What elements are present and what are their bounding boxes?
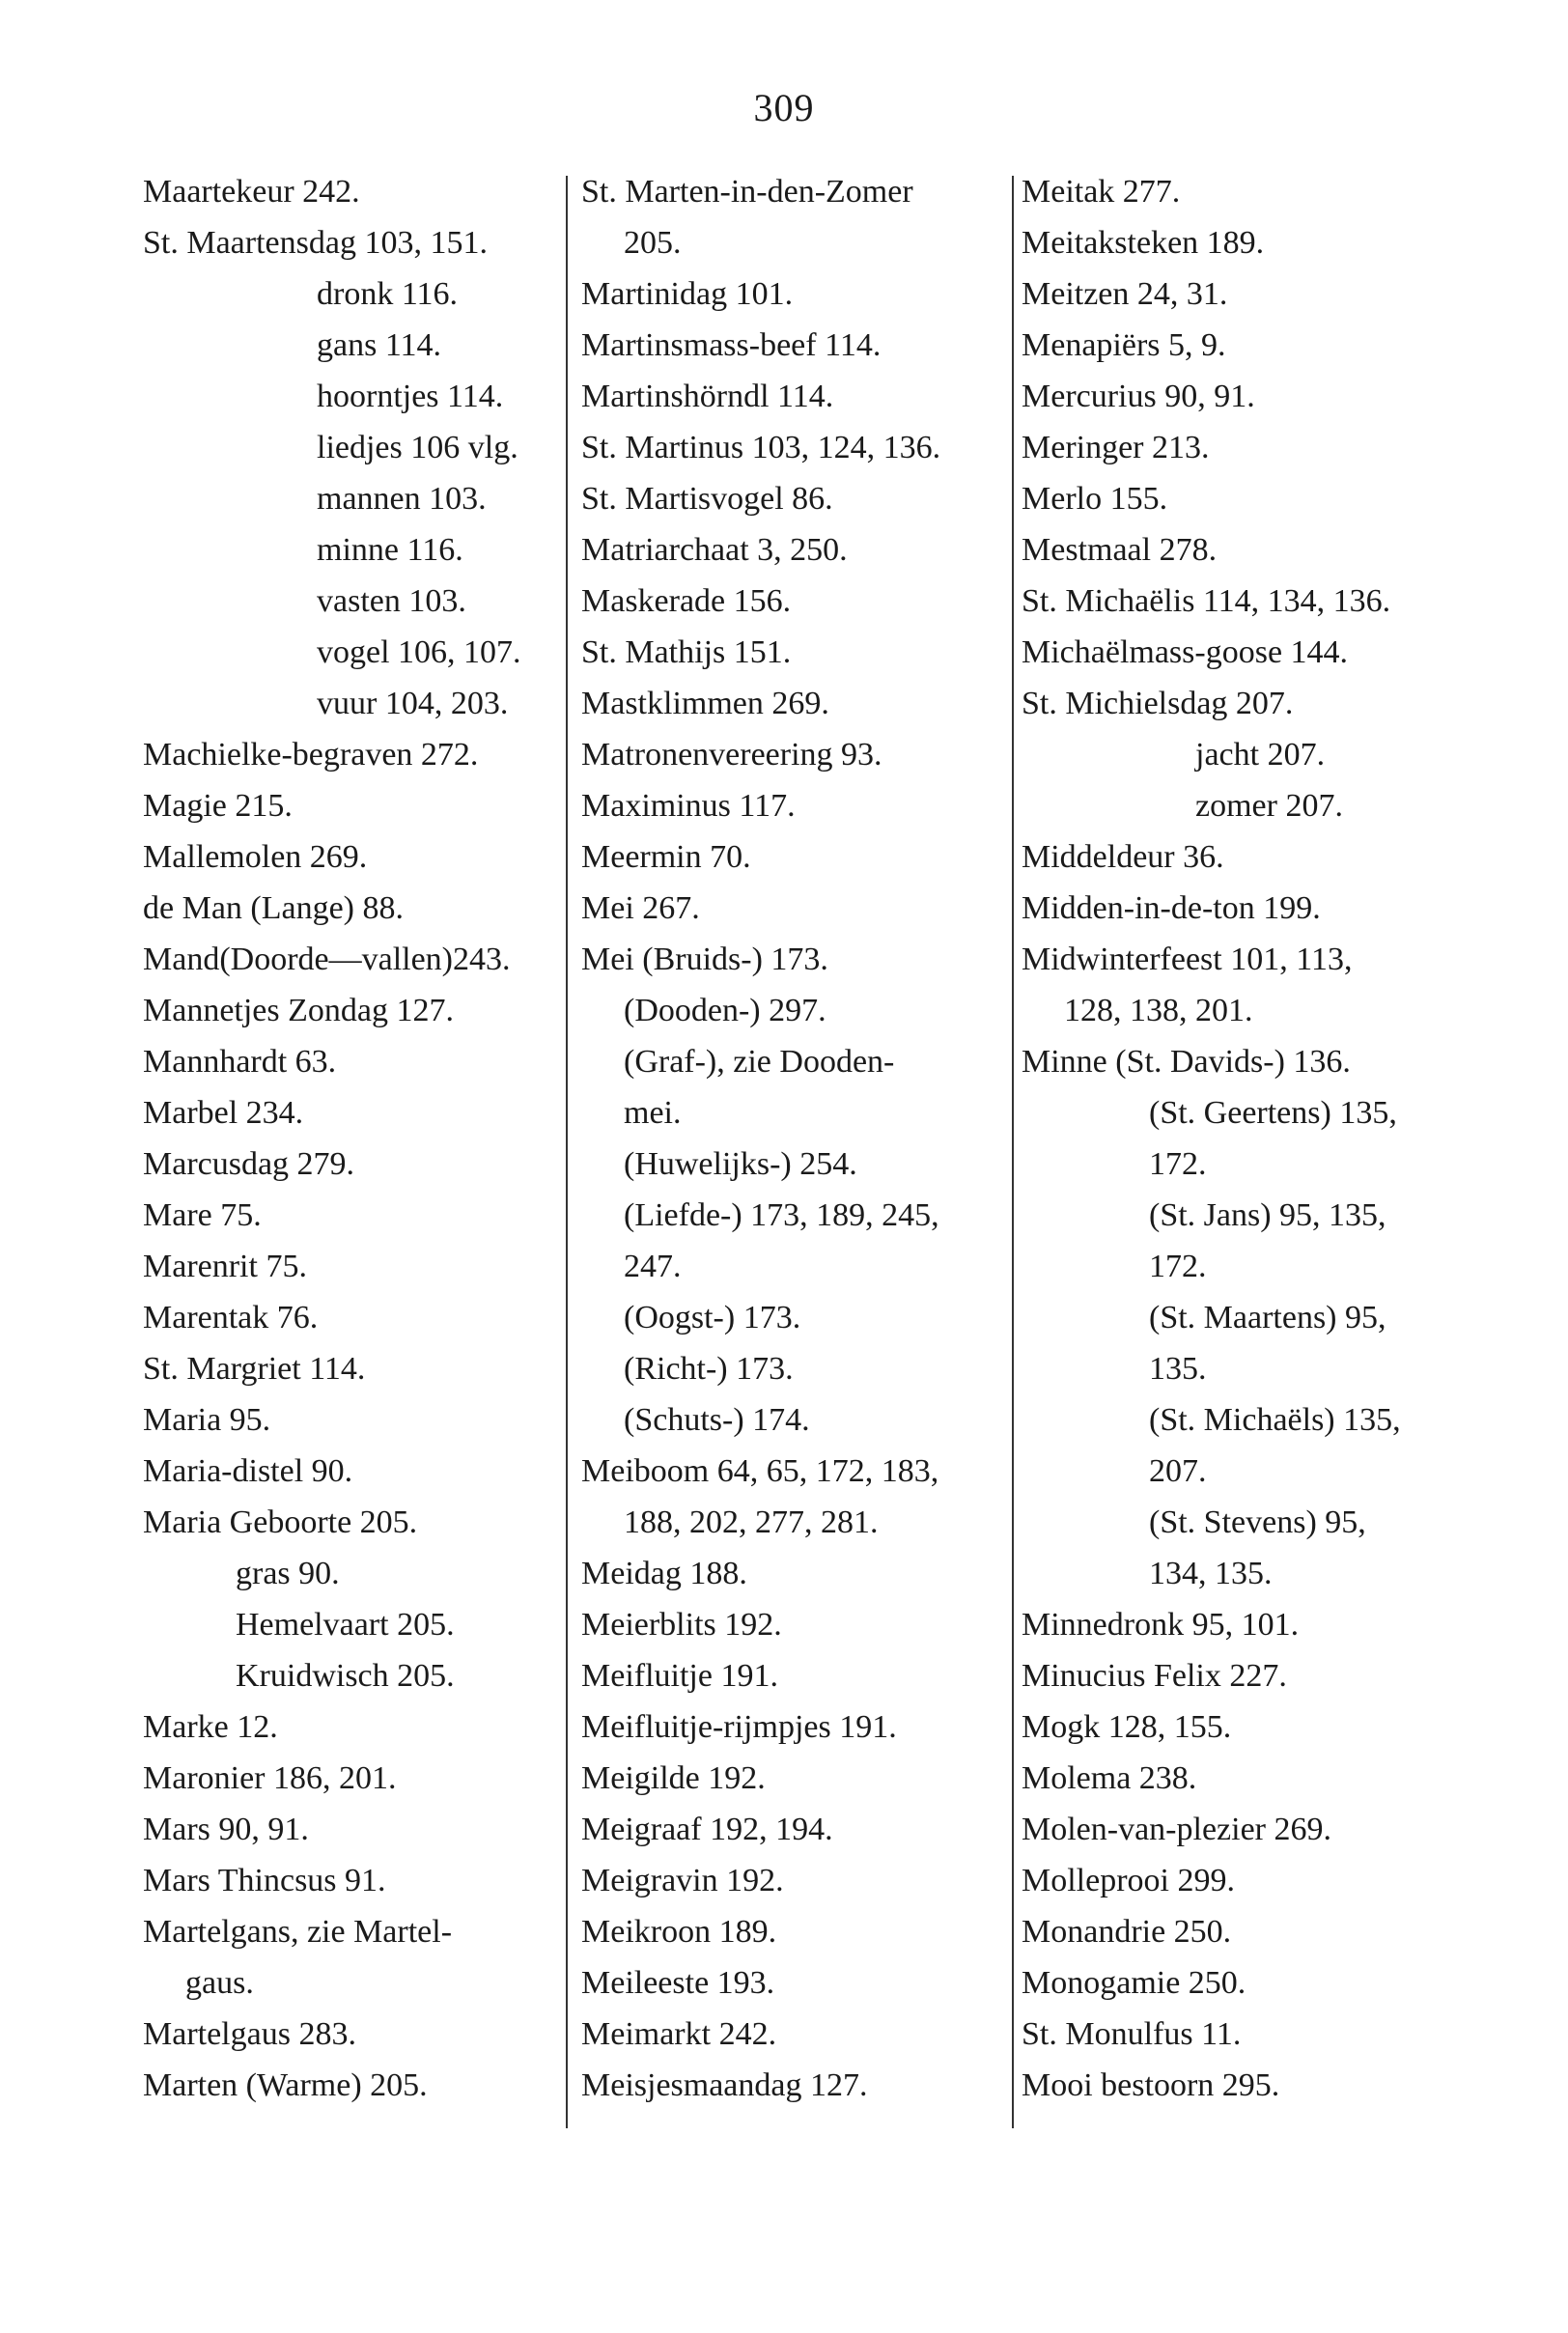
- index-entry: gaus.: [185, 1965, 254, 2001]
- index-entry: Meigilde 192.: [581, 1760, 766, 1796]
- index-entry: St. Monulfus 11.: [1022, 2016, 1242, 2052]
- index-entry: Maria Geboorte 205.: [143, 1504, 418, 1540]
- index-entry: Martelgans, zie Martel-: [143, 1914, 453, 1950]
- index-entry: dronk 116.: [317, 276, 459, 312]
- index-entry: Meiboom 64, 65, 172, 183,: [581, 1453, 939, 1489]
- index-entry: Monandrie 250.: [1022, 1914, 1232, 1950]
- index-column-2: [581, 166, 1006, 2111]
- index-entry: Menapiërs 5, 9.: [1022, 327, 1226, 363]
- index-entry: Meigravin 192.: [581, 1863, 784, 1898]
- index-entry: 134, 135.: [1149, 1556, 1273, 1591]
- index-entry: Mars 90, 91.: [143, 1812, 309, 1847]
- index-entry: Meitzen 24, 31.: [1022, 276, 1228, 312]
- index-entry: Mercurius 90, 91.: [1022, 379, 1255, 414]
- index-entry: Marcusdag 279.: [143, 1146, 355, 1182]
- index-entry: Hemelvaart 205.: [236, 1607, 455, 1643]
- index-entry: Midden-in-de-ton 199.: [1022, 890, 1321, 926]
- index-entry: Meifluitje-rijmpjes 191.: [581, 1709, 897, 1745]
- column-divider: [1012, 176, 1014, 2128]
- index-entry: (Schuts-) 174.: [624, 1402, 810, 1438]
- index-entry: Maria-distel 90.: [143, 1453, 353, 1489]
- index-entry: Magie 215.: [143, 788, 293, 824]
- index-entry: Merlo 155.: [1022, 481, 1168, 517]
- index-entry: (Huwelijks-) 254.: [624, 1146, 857, 1182]
- index-entry: gras 90.: [236, 1556, 340, 1591]
- index-entry: Maartekeur 242.: [143, 174, 360, 210]
- index-entry: Maria 95.: [143, 1402, 271, 1438]
- index-entry: (St. Michaëls) 135,: [1149, 1402, 1401, 1438]
- index-entry: Mars Thincsus 91.: [143, 1863, 386, 1898]
- index-entry: Marenrit 75.: [143, 1249, 307, 1284]
- index-entry: St. Michaëlis 114, 134, 136.: [1022, 583, 1391, 619]
- index-entry: 172.: [1149, 1146, 1207, 1182]
- index-entry: Minnedronk 95, 101.: [1022, 1607, 1300, 1643]
- index-entry: vuur 104, 203.: [317, 686, 509, 721]
- index-entry: vogel 106, 107.: [317, 634, 521, 670]
- index-entry: Meigraaf 192, 194.: [581, 1812, 833, 1847]
- index-column-1: [143, 166, 568, 2111]
- index-entry: Mei 267.: [581, 890, 700, 926]
- index-entry: (St. Maartens) 95,: [1149, 1300, 1386, 1335]
- index-entry: Matronenvereering 93.: [581, 737, 882, 773]
- index-entry: Meikroon 189.: [581, 1914, 777, 1950]
- index-entry: Meisjesmaandag 127.: [581, 2067, 868, 2103]
- index-entry: Midwinterfeest 101, 113,: [1022, 942, 1353, 977]
- index-entry: (Richt-) 173.: [624, 1351, 794, 1387]
- index-entry: St. Mathijs 151.: [581, 634, 792, 670]
- index-entry: Martinshörndl 114.: [581, 379, 834, 414]
- index-entry: 128, 138, 201.: [1064, 993, 1253, 1028]
- index-entry: Mallemolen 269.: [143, 839, 368, 875]
- index-column-3: [1022, 166, 1475, 2111]
- index-entry: Meierblits 192.: [581, 1607, 782, 1643]
- index-entry: Meitaksteken 189.: [1022, 225, 1265, 261]
- index-entry: 188, 202, 277, 281.: [624, 1504, 879, 1540]
- index-entry: zomer 207.: [1195, 788, 1343, 824]
- index-entry: Molen-van-plezier 269.: [1022, 1812, 1331, 1847]
- index-entry: de Man (Lange) 88.: [143, 890, 405, 926]
- index-entry: Mannetjes Zondag 127.: [143, 993, 454, 1028]
- index-entry: Meidag 188.: [581, 1556, 747, 1591]
- index-entry: Martelgaus 283.: [143, 2016, 356, 2052]
- index-entry: mannen 103.: [317, 481, 487, 517]
- index-entry: Martinidag 101.: [581, 276, 794, 312]
- index-entry: mei.: [624, 1095, 682, 1131]
- index-entry: (St. Geertens) 135,: [1149, 1095, 1397, 1131]
- index-entry: Middeldeur 36.: [1022, 839, 1224, 875]
- index-entry: Michaëlmass-goose 144.: [1022, 634, 1349, 670]
- index-entry: Minne (St. Davids-) 136.: [1022, 1044, 1351, 1080]
- index-entry: Martinsmass-beef 114.: [581, 327, 882, 363]
- index-entry: 205.: [624, 225, 682, 261]
- index-entry: St. Martinus 103, 124, 136.: [581, 430, 941, 465]
- index-entry: Maximinus 117.: [581, 788, 796, 824]
- index-entry: Marten (Warme) 205.: [143, 2067, 428, 2103]
- index-entry: Marbel 234.: [143, 1095, 304, 1131]
- index-entry: (Dooden-) 297.: [624, 993, 826, 1028]
- page-number: 309: [753, 86, 815, 129]
- index-entry: (Oogst-) 173.: [624, 1300, 801, 1335]
- index-entry: Marke 12.: [143, 1709, 278, 1745]
- index-entry: (Graf-), zie Dooden-: [624, 1044, 895, 1080]
- index-entry: St. Marten-in-den-Zomer: [581, 174, 913, 210]
- index-entry: Meimarkt 242.: [581, 2016, 777, 2052]
- index-entry: 135.: [1149, 1351, 1207, 1387]
- index-entry: Mastklimmen 269.: [581, 686, 829, 721]
- index-entry: minne 116.: [317, 532, 463, 568]
- index-entry: St. Martisvogel 86.: [581, 481, 833, 517]
- index-entry: Maronier 186, 201.: [143, 1760, 397, 1796]
- index-entry: Mooi bestoorn 295.: [1022, 2067, 1280, 2103]
- index-entry: 247.: [624, 1249, 682, 1284]
- index-entry: Mannhardt 63.: [143, 1044, 337, 1080]
- index-entry: Meifluitje 191.: [581, 1658, 778, 1694]
- index-entry: St. Margriet 114.: [143, 1351, 366, 1387]
- index-entry: liedjes 106 vlg.: [317, 430, 518, 465]
- index-entry: Molleprooi 299.: [1022, 1863, 1235, 1898]
- index-entry: Marentak 76.: [143, 1300, 319, 1335]
- index-entry: Machielke-begraven 272.: [143, 737, 479, 773]
- index-entry: vasten 103.: [317, 583, 466, 619]
- index-entry: Kruidwisch 205.: [236, 1658, 455, 1694]
- index-entry: (St. Stevens) 95,: [1149, 1504, 1366, 1540]
- index-entry: Meringer 213.: [1022, 430, 1210, 465]
- index-entry: Meermin 70.: [581, 839, 751, 875]
- index-entry: (St. Jans) 95, 135,: [1149, 1197, 1386, 1233]
- index-entry: Mei (Bruids-) 173.: [581, 942, 828, 977]
- index-entry: Meileeste 193.: [581, 1965, 775, 2001]
- index-entry: (Liefde-) 173, 189, 245,: [624, 1197, 939, 1233]
- index-entry: 207.: [1149, 1453, 1207, 1489]
- index-entry: Mand(Doorde—vallen)243.: [143, 942, 511, 977]
- index-entry: jacht 207.: [1195, 737, 1326, 773]
- index-entry: hoorntjes 114.: [317, 379, 504, 414]
- index-entry: gans 114.: [317, 327, 442, 363]
- index-entry: St. Maartensdag 103, 151.: [143, 225, 488, 261]
- index-entry: St. Michielsdag 207.: [1022, 686, 1294, 721]
- index-entry: Matriarchaat 3, 250.: [581, 532, 848, 568]
- index-entry: Monogamie 250.: [1022, 1965, 1246, 2001]
- index-entry: Mare 75.: [143, 1197, 262, 1233]
- index-entry: 172.: [1149, 1249, 1207, 1284]
- index-entry: Maskerade 156.: [581, 583, 792, 619]
- index-entry: Minucius Felix 227.: [1022, 1658, 1287, 1694]
- index-entry: Mogk 128, 155.: [1022, 1709, 1232, 1745]
- index-entry: Mestmaal 278.: [1022, 532, 1218, 568]
- index-entry: Meitak 277.: [1022, 174, 1181, 210]
- index-entry: Molema 238.: [1022, 1760, 1197, 1796]
